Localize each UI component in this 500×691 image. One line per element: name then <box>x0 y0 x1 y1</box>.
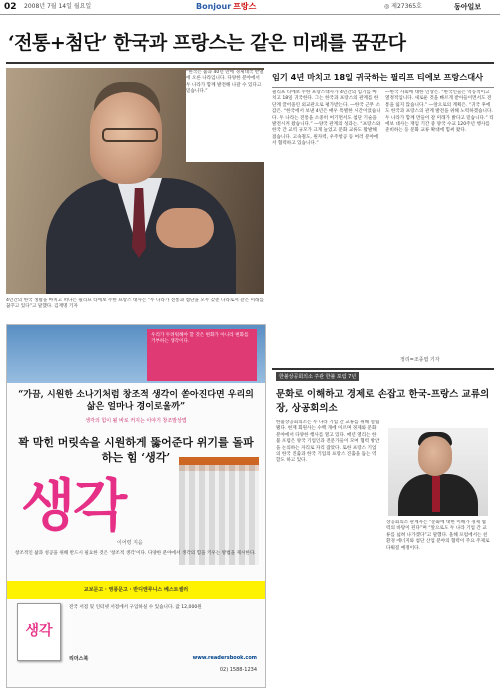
issue-date: 2008년 7월 14일 월요일 <box>24 3 92 10</box>
ad-purchase-info: 전국 서점 및 인터넷 서점에서 구입하실 수 있습니다. 값 12,000원 <box>69 605 202 610</box>
article-column-right: ―한국 사회에 대한 인상은. “한국인들은 역동적이고 열정적입니다. 새로운 것을 빠르게 받아들이면서도 전통을 잃지 않습니다.” ―앞으로의 계획은. “귀국 후에도 한국과 프랑스의 관계 발전을 위해 노력하겠습니다. 두 나라가 함께 만들어 갈 미래가 밝다고 믿습니다.” 티에보 대사는 재임 기간 중 양국 수교 120주년 행사를 준비하는 등 문화 교류 확대에 힘써 왔다. <box>385 90 494 134</box>
ad-phone: 02) 1588-1234 <box>219 667 257 673</box>
ad-pink-box: 우리가 두려워해야 할 것은 변화가 아니라 변화를 거부하는 생각이다. <box>147 329 257 381</box>
ad-illustration <box>179 465 259 565</box>
section-title-right: 프랑스 <box>233 2 257 11</box>
ad-tagline: 꽉 막힌 머릿속을 시원하게 뚫어준다 위기를 돌파하는 힘 ‘생각’ <box>18 436 254 464</box>
article-signature: 정리=조종엽 기자 <box>400 357 440 363</box>
ad-book-cover-title: 생각 <box>25 623 53 639</box>
newspaper-name: 동아일보 <box>454 3 482 11</box>
main-headline: ‘전통+첨단’ 한국과 프랑스는 같은 미래를 꿈꾼다 <box>8 32 406 54</box>
ad-description: 창조적인 삶과 성공을 위해 반드시 필요한 것은 ‘창조적 생각’이다. 다양한 분야에서 생각의 힘을 키우는 방법을 제시한다. <box>15 551 256 556</box>
section-title <box>196 0 256 14</box>
top-bar <box>0 0 500 15</box>
ad-book-title: 생각 <box>21 474 126 539</box>
subhead-rule <box>272 87 494 88</box>
ad-publisher: 리더스북 <box>69 656 89 662</box>
sidebar-portrait-photo <box>388 428 488 516</box>
page-number: 02 <box>4 2 17 12</box>
ad-bestseller-strip: 교보문고 · 영풍문고 · 반디앤루니스 베스트셀러 <box>7 581 265 599</box>
article-subhead: 임기 4년 마치고 18일 귀국하는 필리프 티에보 프랑스대사 <box>272 72 484 82</box>
book-advertisement <box>6 324 266 688</box>
sidebar-title: 문화로 이해하고 경제로 손잡고 한국-프랑스 교류의 장, 상공회의소 <box>276 389 490 414</box>
section-title-left: Bonjour <box>196 2 232 11</box>
photo-caption: 4년간의 한국 생활을 마치고 떠나는 필리프 티에보 주한 프랑스 대사는 “두 나라가 전통과 첨단을 모두 갖춘 나라로서 같은 미래를 꿈꾸고 있다”고 말했다. 김재명 기자 <box>6 298 264 309</box>
intro-quote: “한국은 불과 40년 만에 경제대국 반열에 오른 나라입니다. 다양한 분야에서 두 나라가 함께 발전해 나갈 수 있다고 믿습니다.” <box>186 70 264 162</box>
ad-book-cover <box>17 603 61 661</box>
ad-quote: “가끔, 시원한 소나기처럼 창조적 생각이 쏟아진다면 우리의 삶은 얼마나 경이로울까” <box>18 390 254 412</box>
sidebar-label: 한불상공회의소 주관 한불 포럼 7년 <box>276 372 359 381</box>
edition-number: ◎ 제27365호 <box>384 3 422 10</box>
sidebar-body-right: 상공회의소 관계자는 “문화에 대한 이해가 경제 협력의 바탕이 된다”며 “앞으로도 두 나라 기업 간 교류를 넓혀 나가겠다”고 말했다. 올해 포럼에서는 친환경 에너지와 첨단 산업 분야의 협력이 주요 주제로 다뤄질 예정이다. <box>386 520 490 551</box>
headline-rule <box>6 62 494 64</box>
ad-quote-sub: 생각의 힘이 될 바로 커지는 이야기 창조발상법 <box>85 418 187 424</box>
ad-author: 이어령 지음 <box>117 540 143 546</box>
ad-url-link[interactable]: www.readersbook.com <box>192 655 257 661</box>
article-body <box>272 90 494 356</box>
article-column-left: 필리프 티에보 주한 프랑스대사가 4년간의 임기를 마치고 18일 귀국한다. 그는 한국과 프랑스의 관계를 한 단계 끌어올린 외교관으로 평가받는다. ―한국 근무 소감은. “한국에서 보낸 4년은 매우 특별한 시간이었습니다. 두 나라는 전통을 소중히 여기면서도 첨단 기술을 발전시켜 왔습니다.” ―양국 관계의 성과는. “프랑스와 한국 간 교역 규모가 크게 늘었고 문화 교류도 활발해졌습니다. 고속철도, 원자력, 우주항공 등 여러 분야에서 협력하고 있습니다.” <box>272 90 381 147</box>
sidebar-body-left: 한불상공회의소는 두 나라 기업 간 교류를 위해 설립됐다. 현재 회원사는 수백 개에 이르며 경제와 문화 분야에서 다양한 행사를 열고 있다. 매년 열리는 한불 포럼은 양국 기업인과 전문가들이 모여 협력 방안을 논의하는 자리로 자리 잡았다. 또한 프랑스 기업의 한국 진출과 한국 기업의 프랑스 진출을 돕는 역할도 하고 있다. <box>276 420 380 464</box>
